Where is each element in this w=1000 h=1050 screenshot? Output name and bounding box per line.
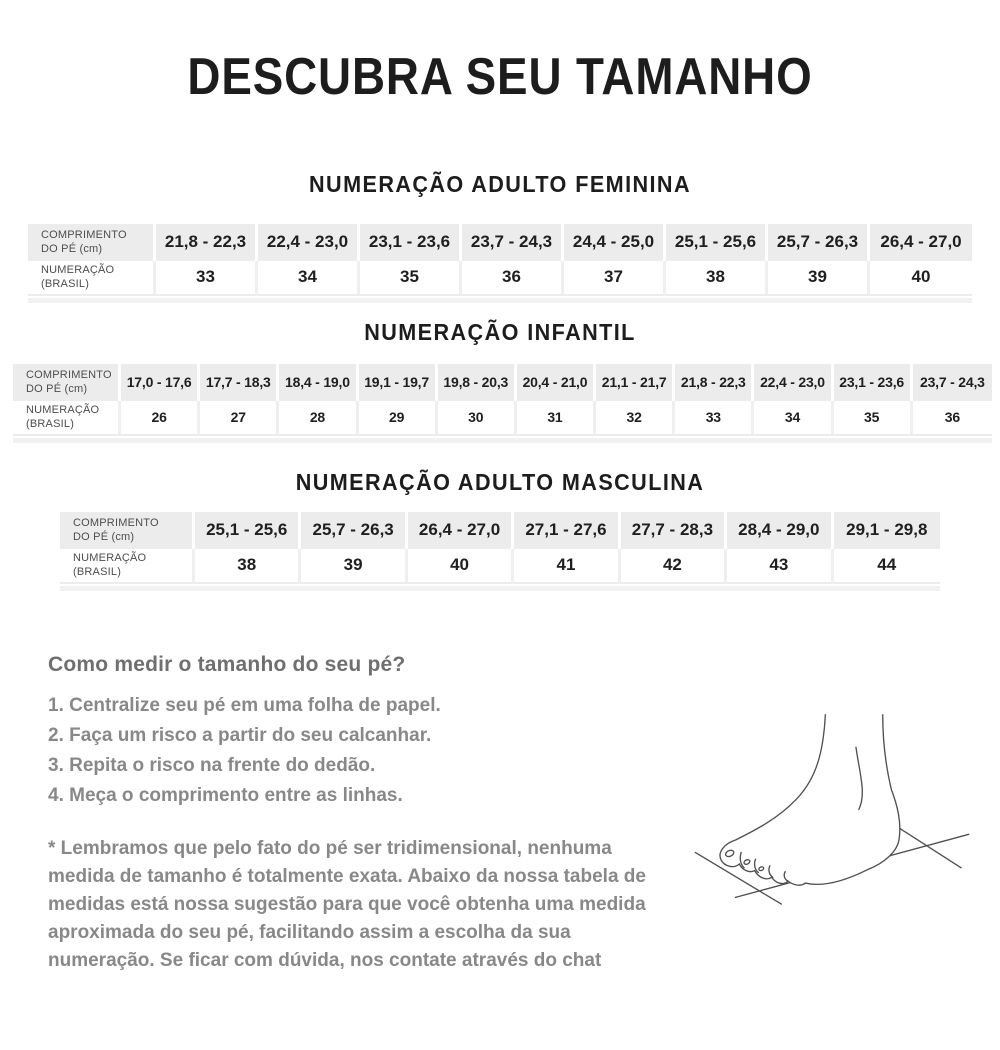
row-label-line: NUMERAÇÃO — [26, 403, 100, 416]
foot-length-cell: 24,4 - 25,0 — [564, 224, 666, 261]
shoe-size-cell: 34 — [258, 261, 360, 296]
shoe-size-cell: 40 — [870, 261, 972, 296]
foot-length-cell: 26,4 - 27,0 — [408, 512, 514, 549]
row-label-line: DO PÉ (cm) — [73, 531, 135, 544]
row-label-line: COMPRIMENTO — [73, 516, 159, 529]
shoe-size-cell: 39 — [301, 549, 407, 584]
row-label-foot-length — [13, 364, 121, 401]
row-label-line: DO PÉ (cm) — [41, 243, 103, 256]
foot-length-cell: 20,4 - 21,0 — [517, 364, 596, 401]
row-label-shoe-size — [13, 401, 121, 436]
foot-length-row — [60, 512, 940, 549]
heel-mark-line — [897, 826, 961, 867]
measure-step: 2. Faça um risco a partir do seu calcanhar. — [48, 724, 432, 746]
foot-length-cell: 21,8 - 22,3 — [156, 224, 258, 261]
foot-measure-illustration — [680, 695, 986, 943]
shoe-size-cell: 30 — [438, 401, 517, 436]
shoe-size-cell: 29 — [359, 401, 438, 436]
foot-length-cell: 21,8 - 22,3 — [675, 364, 754, 401]
foot-length-cell: 25,7 - 26,3 — [301, 512, 407, 549]
shoe-size-cell: 35 — [834, 401, 913, 436]
shoe-size-cell: 38 — [666, 261, 768, 296]
shoe-size-row — [28, 261, 972, 296]
foot-length-row — [13, 364, 992, 401]
foot-length-cell: 25,7 - 26,3 — [768, 224, 870, 261]
row-label-line: (BRASIL) — [41, 278, 90, 291]
foot-length-cell: 28,4 - 29,0 — [727, 512, 833, 549]
shoe-size-cell: 38 — [195, 549, 301, 584]
shoe-size-cell: 28 — [279, 401, 358, 436]
size-table-adulto-masculina — [0, 512, 1000, 591]
shoe-size-cell: 26 — [121, 401, 200, 436]
shoe-size-cell: 40 — [408, 549, 514, 584]
shoe-size-cell: 36 — [462, 261, 564, 296]
foot-length-cell: 23,7 - 24,3 — [913, 364, 992, 401]
shoe-size-cell: 32 — [596, 401, 675, 436]
section-heading-adulto-masculina: NUMERAÇÃO ADULTO MASCULINA — [295, 468, 705, 495]
row-label-line: (BRASIL) — [26, 418, 75, 431]
foot-length-cell: 19,1 - 19,7 — [359, 364, 438, 401]
foot-length-cell: 21,1 - 21,7 — [596, 364, 675, 401]
table-bottom-strip — [60, 586, 940, 591]
foot-length-row — [28, 224, 972, 261]
row-label-line: NUMERAÇÃO — [41, 263, 115, 276]
size-table-adulto-feminina — [0, 224, 1000, 303]
foot-length-cell: 17,7 - 18,3 — [200, 364, 279, 401]
foot-length-cell: 22,4 - 23,0 — [754, 364, 833, 401]
foot-length-cell: 18,4 - 19,0 — [279, 364, 358, 401]
row-label-line: COMPRIMENTO — [41, 228, 127, 241]
foot-length-cell: 23,1 - 23,6 — [360, 224, 462, 261]
row-label-foot-length — [60, 512, 195, 549]
row-label-line: (BRASIL) — [73, 566, 122, 579]
row-label-line: COMPRIMENTO — [26, 368, 112, 381]
measure-step: 3. Repita o risco na frente do dedão. — [48, 754, 376, 776]
shoe-size-cell: 37 — [564, 261, 666, 296]
measure-step: 1. Centralize seu pé em uma folha de papel. — [48, 694, 441, 716]
foot-length-cell: 26,4 - 27,0 — [870, 224, 972, 261]
shoe-size-row — [13, 401, 992, 436]
page-title: DESCUBRA SEU TAMANHO — [187, 48, 813, 106]
measure-disclaimer: * Lembramos que pelo fato do pé ser tridimensional, nenhuma medida de tamanho é totalmente exata. Abaixo da nossa tabela de medidas está nossa sugestão para que você obtenha uma medida aproximada do seu pé, facilitando assim a escolha da sua numeração. Se ficar com dúvida, nos contate através do chat — [48, 837, 646, 971]
table-bottom-strip — [13, 438, 992, 443]
foot-length-cell: 27,1 - 27,6 — [514, 512, 620, 549]
measure-instructions-heading: Como medir o tamanho do seu pé? — [48, 652, 406, 676]
shoe-size-row — [60, 549, 940, 584]
shoe-size-cell: 42 — [621, 549, 727, 584]
row-label-line: NUMERAÇÃO — [73, 551, 147, 564]
foot-length-cell: 27,7 - 28,3 — [621, 512, 727, 549]
shoe-size-cell: 27 — [200, 401, 279, 436]
foot-length-cell: 29,1 - 29,8 — [834, 512, 940, 549]
foot-length-cell: 22,4 - 23,0 — [258, 224, 360, 261]
foot-length-cell: 23,1 - 23,6 — [834, 364, 913, 401]
shoe-size-cell: 43 — [727, 549, 833, 584]
row-label-shoe-size — [28, 261, 156, 296]
size-table-infantil — [0, 364, 1000, 443]
section-heading-adulto-feminina: NUMERAÇÃO ADULTO FEMININA — [309, 170, 691, 197]
section-heading-infantil: NUMERAÇÃO INFANTIL — [364, 318, 636, 345]
shoe-size-cell: 33 — [156, 261, 258, 296]
foot-length-cell: 23,7 - 24,3 — [462, 224, 564, 261]
foot-length-cell: 17,0 - 17,6 — [121, 364, 200, 401]
shoe-size-cell: 35 — [360, 261, 462, 296]
foot-length-cell: 25,1 - 25,6 — [195, 512, 301, 549]
shoe-size-cell: 36 — [913, 401, 992, 436]
shoe-size-cell: 44 — [834, 549, 940, 584]
row-label-shoe-size — [60, 549, 195, 584]
measure-section — [0, 653, 1000, 983]
row-label-line: DO PÉ (cm) — [26, 383, 88, 396]
shoe-size-cell: 39 — [768, 261, 870, 296]
shoe-size-cell: 41 — [514, 549, 620, 584]
shoe-size-cell: 33 — [675, 401, 754, 436]
measure-step: 4. Meça o comprimento entre as linhas. — [48, 784, 403, 806]
shoe-size-cell: 31 — [517, 401, 596, 436]
row-label-foot-length — [28, 224, 156, 261]
shoe-size-cell: 34 — [754, 401, 833, 436]
foot-length-cell: 19,8 - 20,3 — [438, 364, 517, 401]
table-bottom-strip — [28, 298, 972, 303]
foot-length-cell: 25,1 - 25,6 — [666, 224, 768, 261]
